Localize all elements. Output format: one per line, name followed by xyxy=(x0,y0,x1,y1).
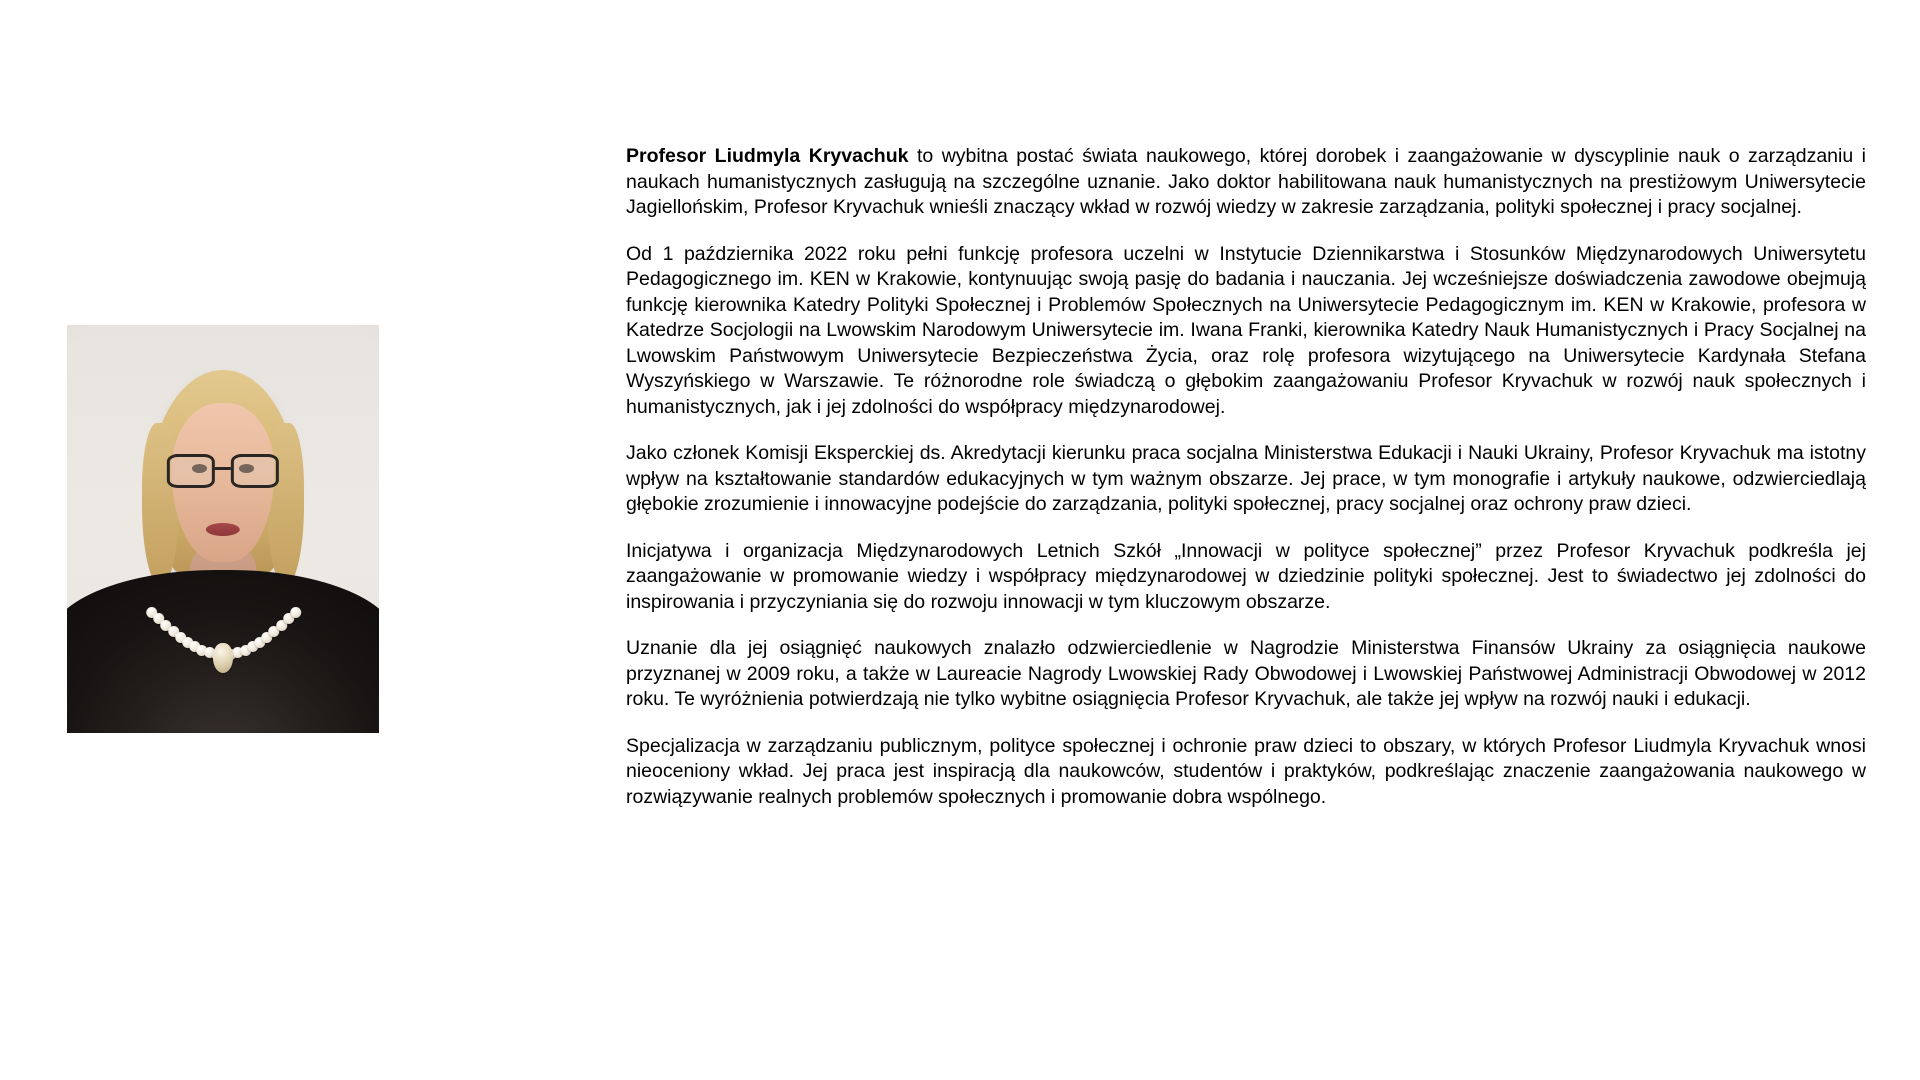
glasses-bridge xyxy=(215,467,231,470)
paragraph-awards: Uznanie dla jej osiągnięć naukowych znalazło odzwierciedlenie w Nagrodzie Ministerstwa Finansów Ukrainy za osiągnięcia naukowe przyznanej w 2009 roku, a także w Laureacie Nagrody Lwowskiej Rady Obwodowej i Lwowskiej Państwowej Administracji Obwodowej w 2012 roku. Te wyróżnienia potwierdzają nie tylko wybitne osiągnięcia Profesor Kryvachuk, ale także jej wpływ na rozwój nauki i edukacji. xyxy=(626,637,1866,710)
paragraph-intro xyxy=(626,144,1866,221)
portrait-photo xyxy=(67,325,379,733)
paragraph-commission: Jako członek Komisji Eksperckiej ds. Akredytacji kierunku praca socjalna Ministerstwa Edukacji i Nauki Ukrainy, Profesor Kryvachuk ma istotny wpływ na kształtowanie standardów edukacyjnych w tym ważnym obszarze. Jej prace, w tym monografie i artykuły naukowe, odzwierciedlają głębokie zrozumienie i innowacyjne podejście do zarządzania, polityki społecznej, pracy socjalnej oraz ochrony praw dzieci. xyxy=(626,442,1866,515)
paragraph-summer-schools: Inicjatywa i organizacja Międzynarodowych Letnich Szkół „Innowacji w polityce społecznej” przez Profesor Kryvachuk podkreśla jej zaangażowanie w promowanie wiedzy i współpracy międzynarodowej w dziedzinie polityki społecznej. Jest to świadectwo jej zdolności do inspirowania i przyczyniania się do rozwoju innowacji w tym kluczowym obszarze. xyxy=(626,539,1866,613)
glasses-icon xyxy=(167,454,279,489)
paragraph-intro-text: to wybitna postać świata naukowego, której dorobek i zaangażowanie w dyscyplinie nauk o zarządzaniu i naukach humanistycznych zasługują na szczególne uznanie. Jako doktor habilitowana nauk humanistycznych na prestiżowym Uniwersytecie Jagiellońskim, Profesor Kryvachuk wnieśli znaczący wkład w rozwój wiedzy w zakresie zarządzania, polityki społecznej i pracy socjalnej. xyxy=(626,145,1866,218)
right-lens xyxy=(231,454,279,489)
paragraph-career: Od 1 października 2022 roku pełni funkcję profesora uczelni w Instytucie Dziennikarstwa i Stosunków Międzynarodowych Uniwersytetu Pedagogicznego im. KEN w Krakowie, kontynuując swoją pasję do badania i nauczania. Jej wcześniejsze doświadczenia zawodowe obejmują funkcję kierownika Katedry Polityki Społecznej i Problemów Społecznych na Uniwersytecie Pedagogicznym im. KEN w Krakowie, profesora w Katedrze Socjologii na Lwowskim Narodowym Uniwersytecie im. Iwana Franki, kierownika Katedry Nauk Humanistycznych i Pracy Socjalnej na Lwowskim Państwowym Uniwersytecie Bezpieczeństwa Życia, oraz rolę profesora wizytującego na Uniwersytecie Kardynała Stefana Wyszyńskiego w Warszawie. Te różnorodne role świadczą o głębokim zaangażowaniu Profesor Kryvachuk w rozwój nauk społecznych i humanistycznych, jak i jej zdolności do współpracy międzynarodowej. xyxy=(626,242,1866,418)
person-name-bold: Profesor Liudmyla Kryvachuk xyxy=(626,145,909,167)
portrait-image xyxy=(67,325,379,733)
hair-right-strand xyxy=(267,423,304,586)
left-lens xyxy=(167,454,215,489)
necklace-pendant xyxy=(213,643,233,673)
biography-text-column xyxy=(626,144,1866,810)
pearl-bead xyxy=(290,607,301,618)
paragraph-specialization: Specjalizacja w zarządzaniu publicznym, polityce społecznej i ochronie praw dzieci to obszary, w których Profesor Liudmyla Kryvachuk wnosi nieoceniony wkład. Jej praca jest inspiracją dla naukowców, studentów i praktyków, podkreślając znaczenie zaangażowania naukowego w rozwiązywanie realnych problemów społecznych i promowanie dobra wspólnego. xyxy=(626,734,1866,808)
